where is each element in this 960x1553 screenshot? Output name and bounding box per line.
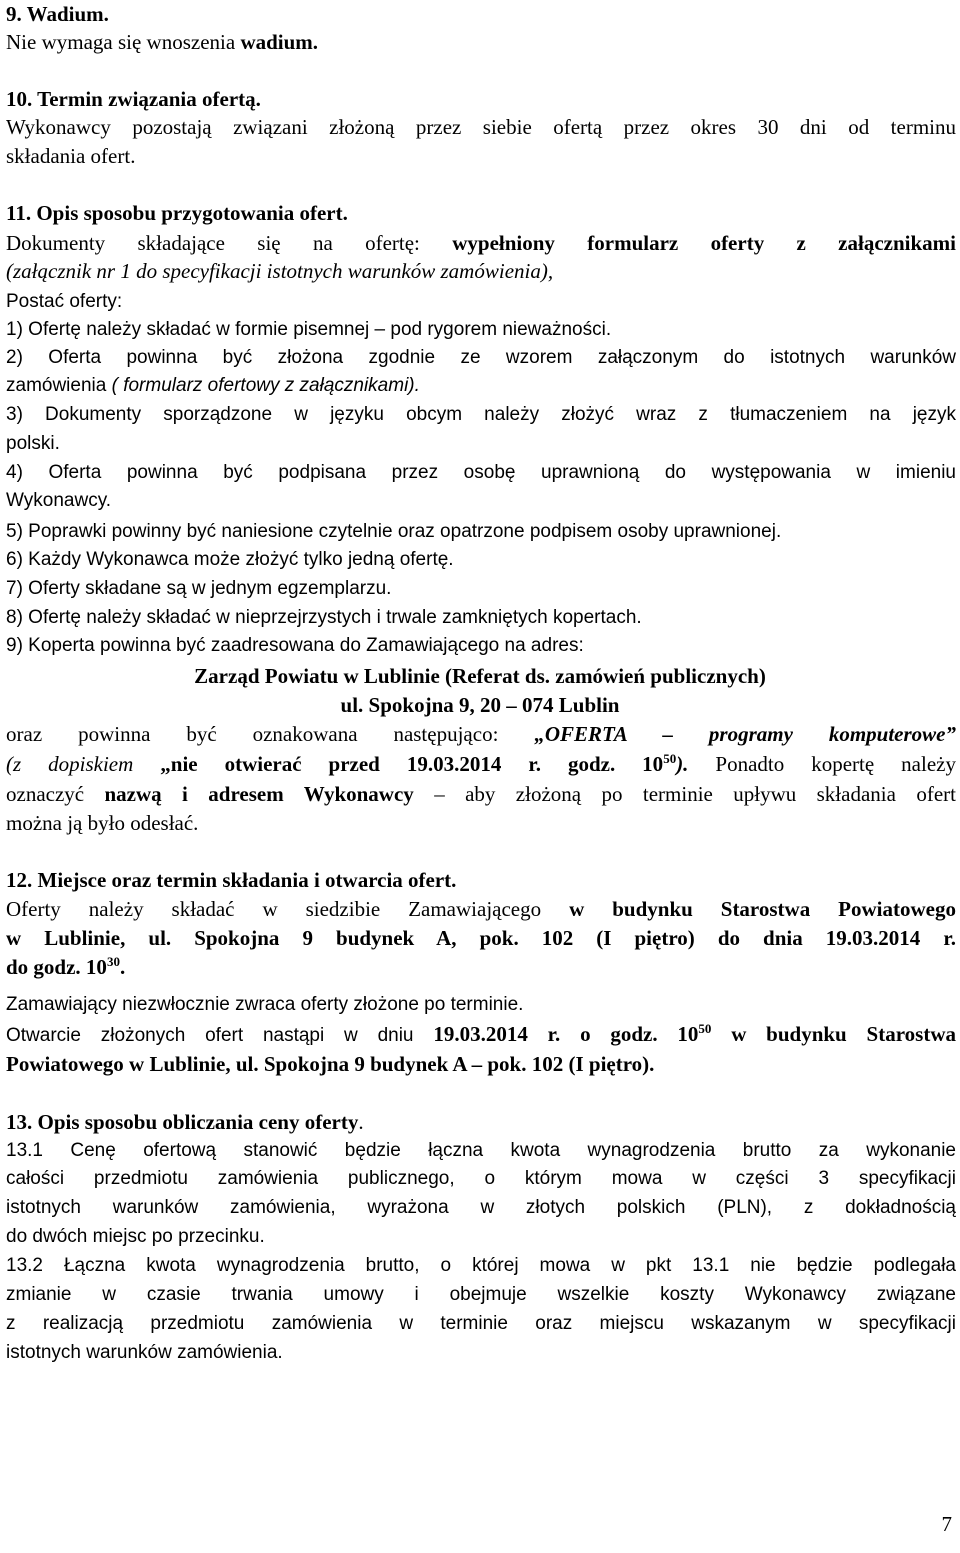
section-11-heading: 11. Opis sposobu przygotowania ofert. [6,201,348,225]
address-line-1: Zarząd Powiatu w Lublinie (Referat ds. zamówień publicznych) [194,664,766,688]
rule-5: 5) Poprawki powinny być naniesione czytelnie oraz opatrzone podpisem osoby uprawnionej. [6,521,782,542]
rule-2: 2) Oferta powinna być złożona zgodnie ze wzorem załączonym do istotnych warunków [6,347,956,368]
page-number: 7 [941,1512,952,1536]
envelope-sender-note: oznaczyć nazwą i adresem Wykonawcy – aby złożoną po terminie upływu składania ofert [6,782,956,806]
envelope-annotation: (z dopiskiem „nie otwierać przed 19.03.2014 r. godz. $10^{50}$). Ponadto kopertę należy [6,751,956,776]
section-10-heading: 10. Termin związania ofertą. [6,87,261,111]
price-13-2: 13.2 Łączna kwota wynagrodzenia brutto, o której mowa w pkt 13.1 nie będzie podlegała [6,1255,956,1276]
price-13-2-l2: zmianie w czasie trwania umowy i obejmuje wszelkie koszty Wykonawcy związane [6,1284,956,1305]
opening-info: Otwarcie złożonych ofert nastąpi w dniu 19.03.2014 r. o godz. $10^{50}$ w budynku Starostwa [6,1021,956,1046]
price-13-1: 13.1 Cenę ofertową stanowić będzie łączna kwota wynagrodzenia brutto za wykonanie [6,1140,956,1161]
price-13-1-l3: istotnych warunków zamówienia, wyrażona w złotych polskich (PLN), z dokładnością [6,1197,956,1218]
envelope-sender-note-cont: można ją było odesłać. [6,811,199,835]
envelope-marking: oraz powinna być oznakowana następująco: „OFERTA – programy komputerowe” [6,722,957,746]
opening-info-cont: Powiatowego w Lublinie, ul. Spokojna 9 budynek A – pok. 102 (I piętro). [6,1052,655,1076]
section-13-heading: 13. Opis sposobu obliczania ceny oferty. [6,1110,364,1134]
rule-4-cont: Wykonawcy. [6,490,112,511]
rule-9: 9) Koperta powinna być zaadresowana do Zamawiającego na adres: [6,635,584,656]
rule-6: 6) Każdy Wykonawca może złożyć tylko jedną ofertę. [6,549,454,570]
price-13-1-l4: do dwóch miejsc po przecinku. [6,1226,265,1247]
submission-deadline: do godz. $10^{30}$. [6,954,126,979]
price-13-1-l2: całości przedmiotu zamówienia publicznego, o którym mowa w części 3 specyfikacji [6,1168,956,1189]
section-10-text-cont: składania ofert. [6,144,136,168]
address-line-2: ul. Spokojna 9, 20 – 074 Lublin [340,693,620,717]
price-13-2-l3: z realizacją przedmiotu zamówienia w terminie oraz miejscu wskazanym w specyfikacji [6,1313,956,1334]
offer-form-label: Postać oferty: [6,291,123,312]
late-offers-note: Zamawiający niezwłocznie zwraca oferty złożone po terminie. [6,994,524,1015]
rule-3-cont: polski. [6,433,60,454]
rule-2-cont: zamówienia ( formularz ofertowy z załącznikami). [6,375,420,396]
rule-3: 3) Dokumenty sporządzone w języku obcym należy złożyć wraz z tłumaczeniem na język [6,404,956,425]
section-10-text: Wykonawcy pozostają związani złożoną przez siebie ofertą przez okres 30 dni od terminu [6,115,956,139]
section-9-heading: 9. Wadium. [6,2,109,26]
documents-attachment-note: (załącznik nr 1 do specyfikacji istotnych warunków zamówienia), [6,259,554,283]
section-9-text: Nie wymaga się wnoszenia wadium. [6,30,319,54]
documents-line: Dokumenty składające się na ofertę: wypełniony formularz oferty z załącznikami [6,231,957,255]
rule-4: 4) Oferta powinna być podpisana przez osobę uprawnioną do występowania w imieniu [6,462,956,483]
price-13-2-l4: istotnych warunków zamówienia. [6,1342,283,1363]
section-12-heading: 12. Miejsce oraz termin składania i otwarcia ofert. [6,868,457,892]
rule-1: 1) Ofertę należy składać w formie pisemnej – pod rygorem nieważności. [6,319,612,340]
rule-7: 7) Oferty składane są w jednym egzemplarzu. [6,578,392,599]
submission-place: Oferty należy składać w siedzibie Zamawiającego w budynku Starostwa Powiatowego [6,897,956,921]
submission-place-cont: w Lublinie, ul. Spokojna 9 budynek A, pok. 102 (I piętro) do dnia 19.03.2014 r. [6,926,956,950]
rule-8: 8) Ofertę należy składać w nieprzejrzystych i trwale zamkniętych kopertach. [6,607,642,628]
